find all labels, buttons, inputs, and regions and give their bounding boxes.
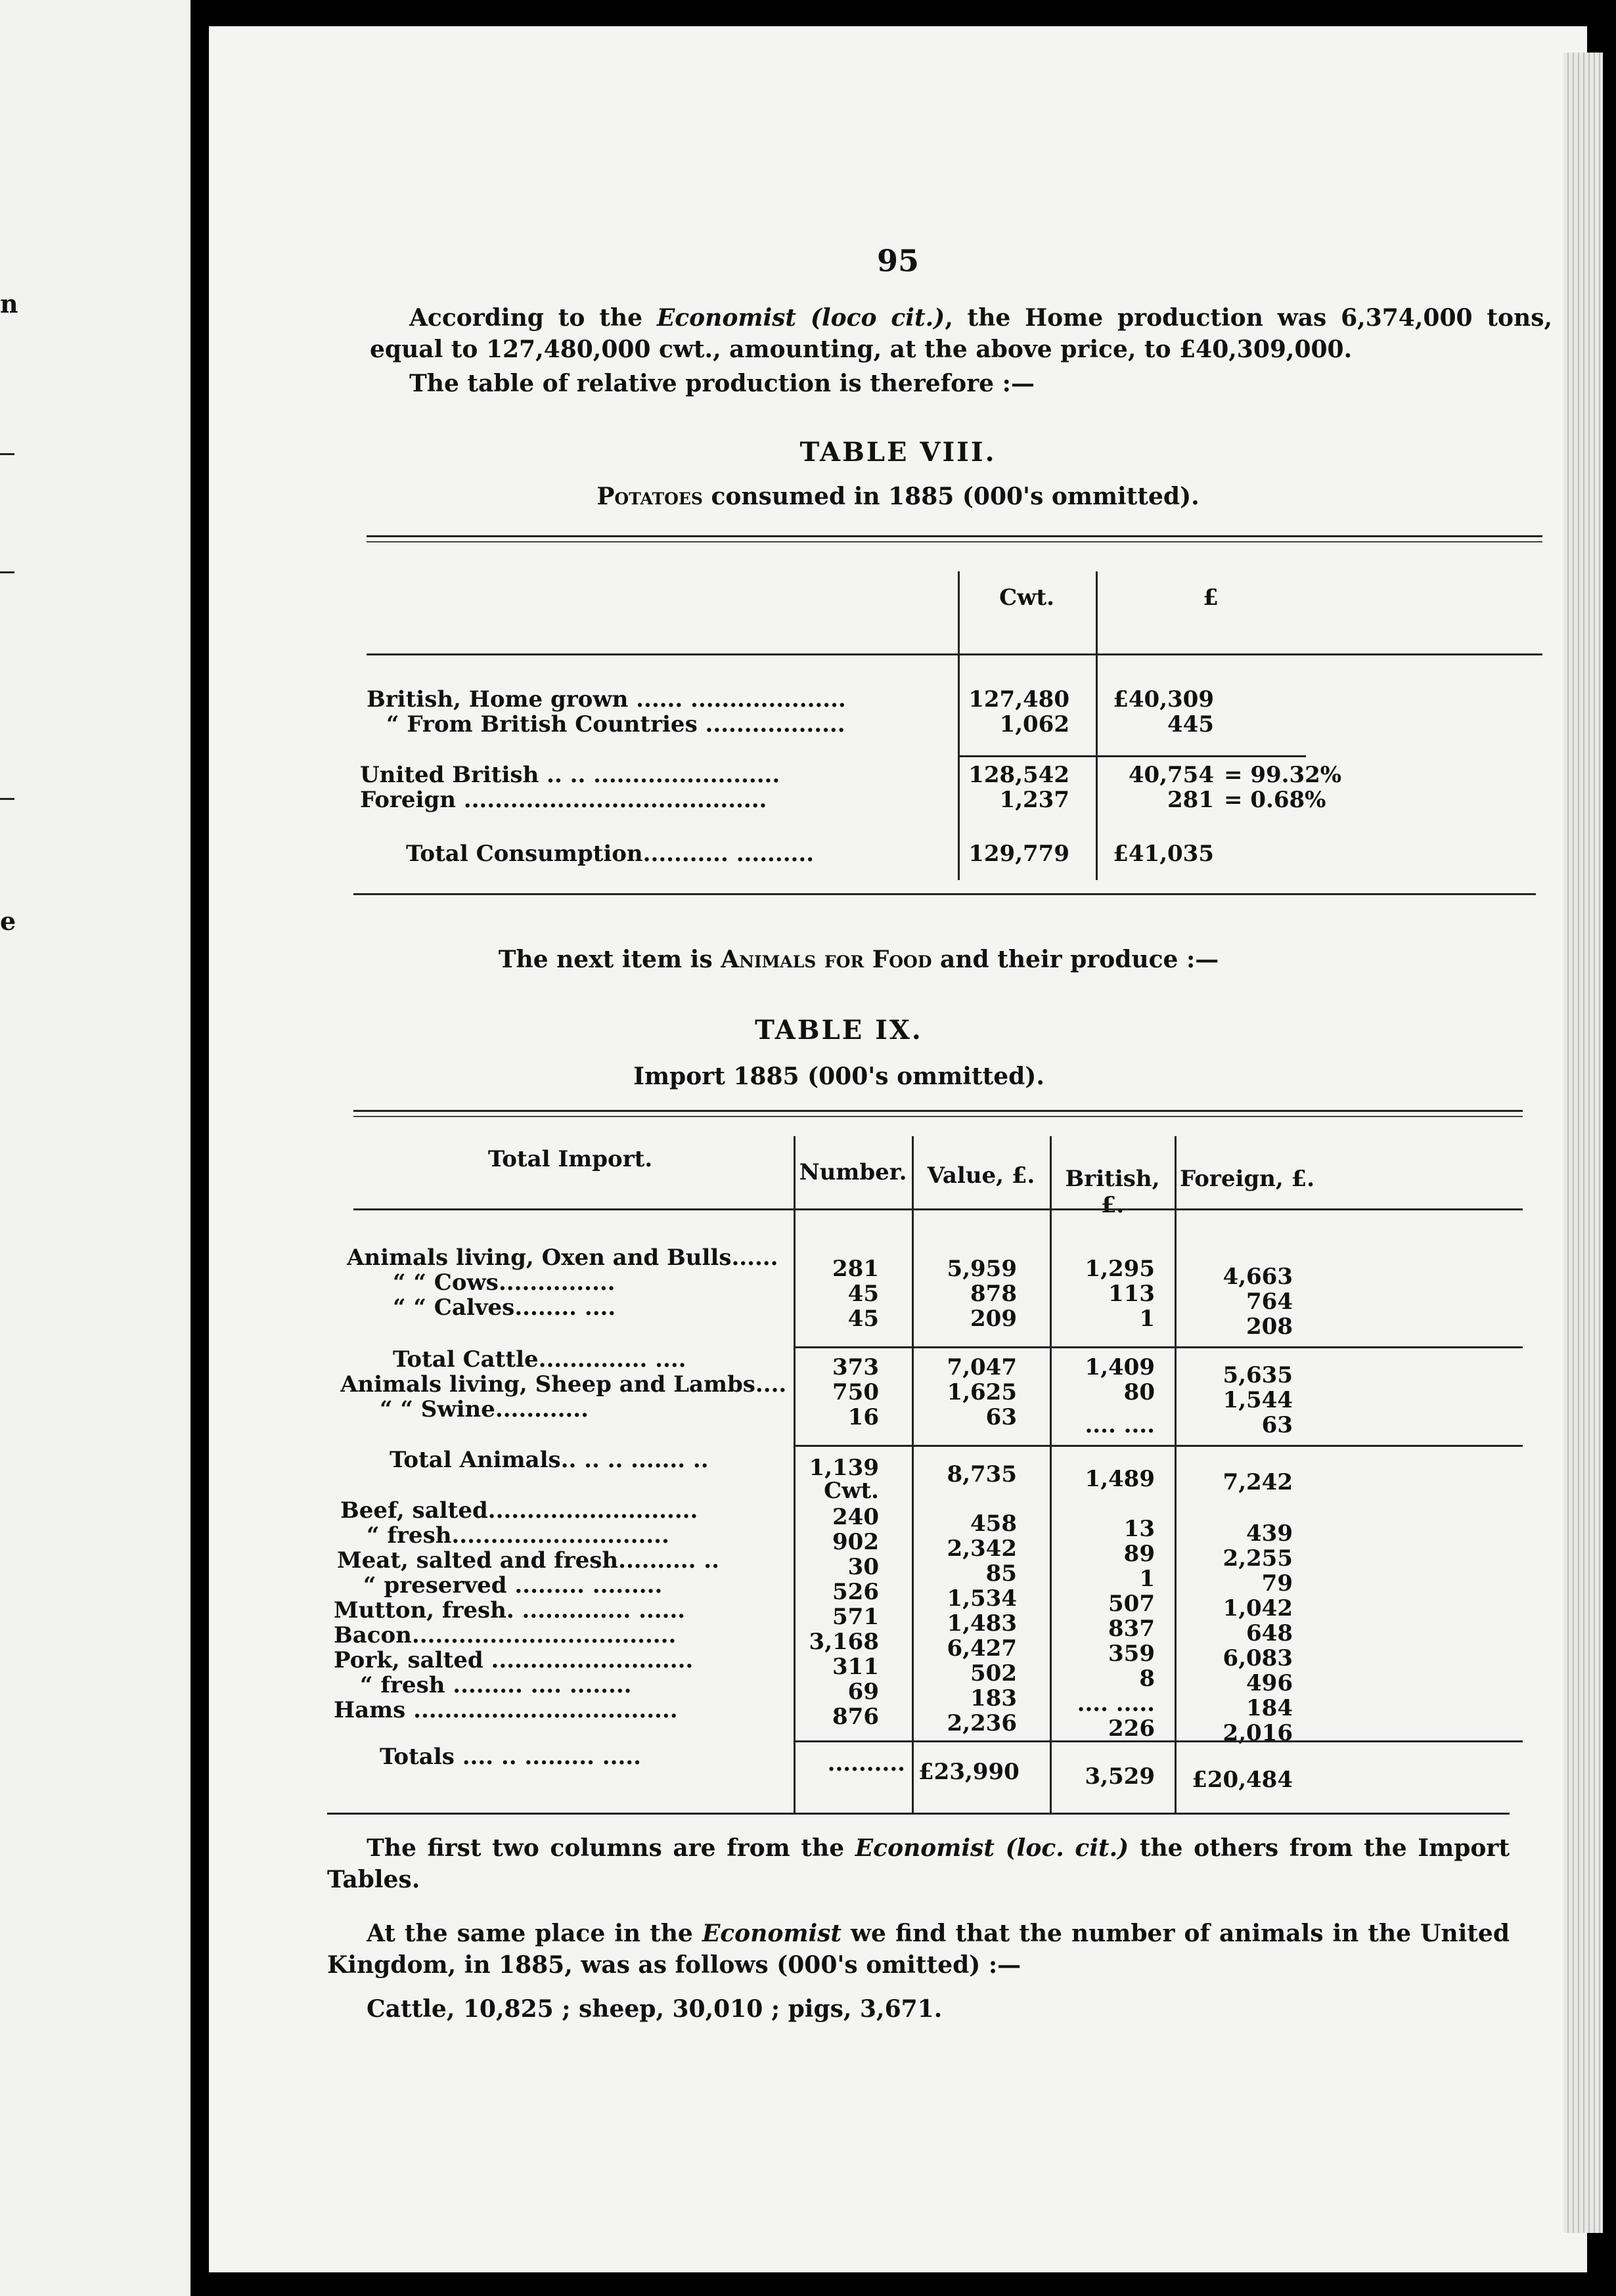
table9-number-cell: 526 (832, 1579, 879, 1605)
table9-row-label: “ “ Cows............... (393, 1269, 616, 1296)
footer-p2-pre: At the same place in the (367, 1920, 702, 1947)
table9-value-cell: 878 (970, 1281, 1017, 1307)
facing-page-rule (0, 571, 14, 573)
table9-number-cell: 69 (847, 1679, 879, 1705)
book-page (209, 26, 1587, 2272)
table9-number-cell: 902 (832, 1529, 879, 1555)
table9-row-label: Pork, salted .......................... (334, 1647, 694, 1673)
table9-value-cell: 502 (970, 1660, 1017, 1687)
table9-number-cell: 30 (847, 1554, 879, 1580)
table9-number-cell: 16 (847, 1404, 879, 1430)
table9-value-cell: 209 (970, 1306, 1017, 1332)
table9-row-label: Totals .... .. ......... ..... (380, 1744, 641, 1770)
table8-row-label: Total Consumption........... .......... (406, 841, 815, 867)
mid-text-sc: Animals for Food (721, 946, 932, 973)
table8-pounds-cell: £41,035 (1113, 841, 1214, 867)
table9-subtitle: Import 1885 (000's ommitted). (633, 1063, 1044, 1090)
table8-subtotal-rule (958, 755, 1306, 757)
table9-british-cell: .... .... (1085, 1412, 1155, 1438)
footer-paragraph-2 (327, 1918, 1510, 1981)
table9-british-cell: 1 (1139, 1566, 1155, 1592)
table9-number-cell: 373 (832, 1354, 879, 1380)
table8-header-cwt: Cwt. (999, 585, 1054, 611)
table9-row-label: Total Animals.. .. .. ....... .. (390, 1447, 709, 1473)
table8-bottom-rule (353, 893, 1536, 895)
table9-number-cell: 750 (832, 1379, 879, 1405)
table9-number-cell: 311 (832, 1654, 879, 1680)
table9-top-rule (353, 1110, 1523, 1117)
table9-col-divider (1175, 1136, 1177, 1813)
table9-subtotal-rule (794, 1445, 1523, 1447)
table9-number-cell: .......... (827, 1750, 905, 1777)
table9-foreign-cell: 2,016 (1223, 1720, 1293, 1746)
table8-pounds-cell: £40,309 (1113, 686, 1214, 713)
page-number: 95 (876, 243, 919, 278)
table9-foreign-cell: 648 (1246, 1620, 1293, 1646)
table9-british-cell: 359 (1108, 1641, 1155, 1667)
table9-foreign-cell: 6,083 (1223, 1645, 1293, 1671)
table9-value-cell: 2,236 (947, 1710, 1017, 1736)
table9-number-cell: 281 (832, 1256, 879, 1282)
footer-p2-post: we find that the number of animals in the United Kingdom, in 1885, was as follows (000's omitted) :— (327, 1920, 1510, 1979)
table9-header-british: British, £. (1065, 1166, 1160, 1218)
facing-page-edge (0, 0, 191, 2296)
table9-value-cell: 6,427 (947, 1635, 1017, 1662)
table9-header-number: Number. (799, 1159, 907, 1185)
table9-row-label: Hams .................................. (334, 1697, 678, 1723)
table9-row-label: “ fresh ......... .... ........ (360, 1672, 632, 1698)
table8-pounds-cell: 281 (1167, 787, 1214, 813)
table8-header-rule (367, 653, 1542, 655)
table9-value-cell: 8,735 (947, 1461, 1017, 1488)
footer-p1-post: the others from the Import Tables. (327, 1834, 1510, 1893)
table9-british-cell: 1,409 (1085, 1354, 1155, 1380)
table9-foreign-cell: 7,242 (1223, 1469, 1293, 1495)
facing-page-letter-1: n (0, 289, 18, 319)
table9-number-cell: 876 (832, 1704, 879, 1730)
table8-row-label: British, Home grown ...... .................... (367, 686, 846, 713)
table9-british-cell: 89 (1123, 1541, 1155, 1567)
table8-subtitle-rest: consumed in 1885 (000's ommitted). (702, 483, 1200, 510)
table9-totals-rule (794, 1740, 1523, 1742)
table8-pounds-cell: 40,754 (1128, 762, 1214, 788)
table9-row-label: Total Cattle.............. .... (393, 1346, 686, 1373)
table9-header-foreign: Foreign, £. (1179, 1166, 1315, 1192)
table9-number-cell: 3,168 (809, 1629, 879, 1655)
table8-row-label: Foreign ....................................... (360, 787, 767, 813)
mid-text-pre: The next item is (498, 946, 721, 973)
table9-foreign-cell: 1,544 (1223, 1387, 1293, 1413)
table9-unit-label: Cwt. (824, 1478, 879, 1504)
table9-british-cell: 3,529 (1085, 1763, 1155, 1790)
table9-foreign-cell: 2,255 (1223, 1545, 1293, 1572)
table9-col-divider (912, 1136, 914, 1813)
table9-header-rule (353, 1208, 1523, 1210)
table9-british-cell: 13 (1123, 1516, 1155, 1542)
facing-page-letter-2: e (0, 906, 16, 936)
table9-row-label: “ “ Calves........ .... (393, 1294, 616, 1321)
intro-lead-in: The table of relative production is therefore :— (409, 370, 1035, 397)
table9-foreign-cell: £20,484 (1192, 1767, 1293, 1793)
table9-subtotal-rule (794, 1346, 1523, 1348)
facing-page-rule (0, 453, 14, 455)
table9-value-cell: 85 (985, 1560, 1017, 1587)
table9-row-label: Animals living, Oxen and Bulls...... (347, 1245, 778, 1271)
table9-foreign-cell: 63 (1261, 1412, 1293, 1438)
intro-cite: (loco cit.) (810, 304, 945, 332)
table9-value-cell: £23,990 (918, 1759, 1020, 1785)
table9-british-cell: 1,295 (1085, 1256, 1155, 1282)
table8-header-pounds: £ (1203, 585, 1219, 611)
footer-p1-cite: (loc. cit.) (1005, 1834, 1129, 1862)
table9-foreign-cell: 208 (1246, 1314, 1293, 1340)
table8-cwt-cell: 127,480 (968, 686, 1069, 713)
table9-foreign-cell: 1,042 (1223, 1595, 1293, 1622)
table9-header-import: Total Import. (487, 1146, 653, 1172)
table9-value-cell: 63 (985, 1404, 1017, 1430)
table9-foreign-cell: 79 (1261, 1570, 1293, 1597)
table9-row-label: Mutton, fresh. .............. ...... (334, 1597, 686, 1623)
intro-text-pre: According to the (409, 304, 657, 332)
table9-value-cell: 5,959 (947, 1256, 1017, 1282)
table9-row-label: “ fresh............................ (367, 1522, 669, 1549)
footer-p2-source: Economist (702, 1920, 842, 1947)
table9-row-label: Meat, salted and fresh.......... .. (337, 1547, 719, 1574)
table9-title: TABLE IX. (755, 1015, 923, 1046)
table8-row-label: United British .. .. ........................ (360, 762, 780, 788)
table9-value-cell: 1,483 (947, 1610, 1017, 1637)
table9-value-cell: 2,342 (947, 1535, 1017, 1562)
footer-paragraph-1 (327, 1832, 1510, 1895)
table9-foreign-cell: 4,663 (1223, 1264, 1293, 1290)
table9-header-value: Value, £. (927, 1162, 1035, 1189)
table8-subtitle (209, 483, 1587, 510)
table9-col-divider (1050, 1136, 1052, 1813)
table9-foreign-cell: 439 (1246, 1520, 1293, 1547)
table9-row-label: “ “ Swine............ (380, 1396, 589, 1423)
table9-row-label: Bacon.................................. (334, 1622, 677, 1648)
table9-foreign-cell: 5,635 (1223, 1362, 1293, 1388)
table9-number-cell: 45 (847, 1281, 879, 1307)
table8-row-label: “ From British Countries .................. (386, 711, 845, 738)
table9-value-cell: 7,047 (947, 1354, 1017, 1380)
mid-text-post: and their produce :— (931, 946, 1219, 973)
table9-value-cell: 1,625 (947, 1379, 1017, 1405)
table9-value-cell: 458 (970, 1511, 1017, 1537)
table9-row-label: Animals living, Sheep and Lambs.... (340, 1371, 787, 1398)
table9-number-cell: 571 (832, 1604, 879, 1630)
table9-british-cell: 80 (1123, 1379, 1155, 1405)
footer-p1-source: Economist (855, 1834, 995, 1862)
table9-number-cell: 45 (847, 1306, 879, 1332)
mid-text (169, 946, 1548, 973)
table9-foreign-cell: 184 (1246, 1695, 1293, 1721)
intro-source: Economist (656, 304, 797, 332)
intro-text-post: , the Home production was 6,374,000 tons, equal to 127,480,000 cwt., amounting, at the above price, to £40,309,000. (370, 304, 1552, 363)
table9-british-cell: 837 (1108, 1616, 1155, 1642)
footer-p1-pre: The first two columns are from the (367, 1834, 855, 1862)
table9-row-label: Beef, salted........................... (340, 1497, 698, 1524)
table9-value-cell: 183 (970, 1685, 1017, 1711)
table9-foreign-cell: 764 (1246, 1289, 1293, 1315)
table9-british-cell: 226 (1108, 1715, 1155, 1742)
table8-col-divider (1096, 571, 1098, 880)
table8-subtitle-sc: Potatoes (596, 483, 703, 510)
table9-col-divider (794, 1136, 796, 1813)
table8-cwt-cell: 1,237 (999, 787, 1069, 813)
table8-percent-cell: = 99.32% (1224, 762, 1342, 788)
page-stack-edge (1563, 53, 1603, 2233)
footer-paragraph-3: Cattle, 10,825 ; sheep, 30,010 ; pigs, 3,671. (367, 1995, 943, 2023)
table8-title: TABLE VIII. (799, 437, 997, 468)
table9-british-cell: 507 (1108, 1591, 1155, 1617)
facing-page-rule (0, 798, 14, 800)
table9-bottom-rule (327, 1813, 1510, 1815)
table9-british-cell: 8 (1139, 1666, 1155, 1692)
table8-cwt-cell: 128,542 (968, 762, 1069, 788)
table9-number-cell: 240 (832, 1504, 879, 1530)
table8-cwt-cell: 129,779 (968, 841, 1069, 867)
table9-foreign-cell: 496 (1246, 1670, 1293, 1696)
table9-number-cell: 1,139 (809, 1455, 879, 1481)
table9-british-cell: 1 (1139, 1306, 1155, 1332)
table8-percent-cell: = 0.68% (1224, 787, 1326, 813)
table8-top-rule (367, 535, 1542, 542)
table9-row-label: “ preserved ......... ......... (363, 1572, 663, 1599)
table9-value-cell: 1,534 (947, 1585, 1017, 1612)
table9-british-cell: 1,489 (1085, 1466, 1155, 1492)
table9-british-cell: 113 (1108, 1281, 1155, 1307)
table8-cwt-cell: 1,062 (999, 711, 1069, 738)
table8-pounds-cell: 445 (1167, 711, 1214, 738)
intro-paragraph (370, 302, 1552, 365)
table9-british-cell: .... ..... (1077, 1690, 1155, 1717)
